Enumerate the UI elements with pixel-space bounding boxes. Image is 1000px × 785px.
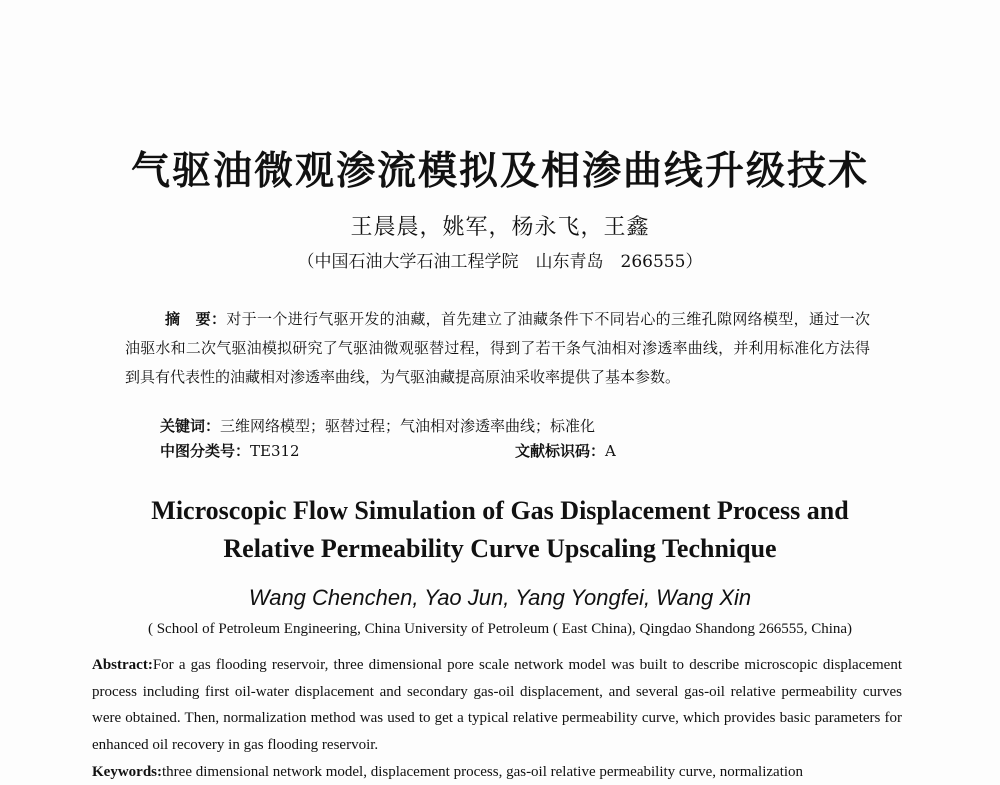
english-keywords-label: Keywords: [92, 764, 162, 780]
chinese-keywords [160, 413, 595, 439]
chinese-title: 气驱油微观渗流模拟及相渗曲线升级技术 [130, 148, 869, 194]
english-abstract-text: For a gas flooding reservoir, three dimensional pore scale network model was built to describe microscopic displacement process including first oil-water displacement and secondary gas-oil displacement, and several gas-oil relative permeability curves were obtained. Then, normalization method was used to get a typical relative permeability curve, which provides basic parameters for enhanced oil recovery in gas flooding reservoir. [92, 657, 902, 753]
classification-value: TE312 [250, 442, 300, 460]
chinese-abstract-text: 对于一个进行气驱开发的油藏，首先建立了油藏条件下不同岩心的三维孔隙网络模型，通过一次油驱水和二次气驱油模拟研究了气驱油微观驱替过程，得到了若干条气油相对渗透率曲线，并利用标准化方法得到具有代表性的油藏相对渗透率曲线，为气驱油藏提高原油采收率提供了基本参数。 [125, 310, 870, 386]
document-code-value: A [605, 442, 616, 460]
chinese-authors: 王晨晨，姚军，杨永飞，王鑫 [350, 215, 650, 240]
english-affiliation: ( School of Petroleum Engineering, China University of Petroleum ( East China), Qingdao Shandong 266555, China) [147, 621, 853, 637]
chinese-keywords-text: 三维网络模型；驱替过程；气油相对渗透率曲线；标准化 [220, 417, 596, 435]
english-title-line-1: Microscopic Flow Simulation of Gas Displacement Process and [151, 496, 849, 525]
chinese-abstract-label: 摘 要： [165, 310, 227, 328]
chinese-keywords-label: 关键词： [160, 417, 221, 435]
english-title-line-2: Relative Permeability Curve Upscaling Technique [223, 534, 777, 563]
english-title [0, 492, 1000, 568]
document-code [515, 440, 616, 461]
classification-number [160, 440, 300, 461]
english-abstract [92, 652, 902, 758]
english-abstract-label: Abstract: [92, 657, 153, 673]
classification-label: 中图分类号： [160, 442, 251, 460]
english-keywords [92, 759, 902, 785]
document-code-label: 文献标识码： [515, 442, 606, 460]
chinese-affiliation: （中国石油大学石油工程学院 山东青岛 266555） [297, 252, 703, 272]
chinese-abstract [125, 305, 870, 392]
english-authors: Wang Chenchen, Yao Jun, Yang Yongfei, Wang Xin [248, 585, 752, 610]
english-keywords-text: three dimensional network model, displacement process, gas-oil relative permeability curve, normalization [162, 764, 804, 780]
